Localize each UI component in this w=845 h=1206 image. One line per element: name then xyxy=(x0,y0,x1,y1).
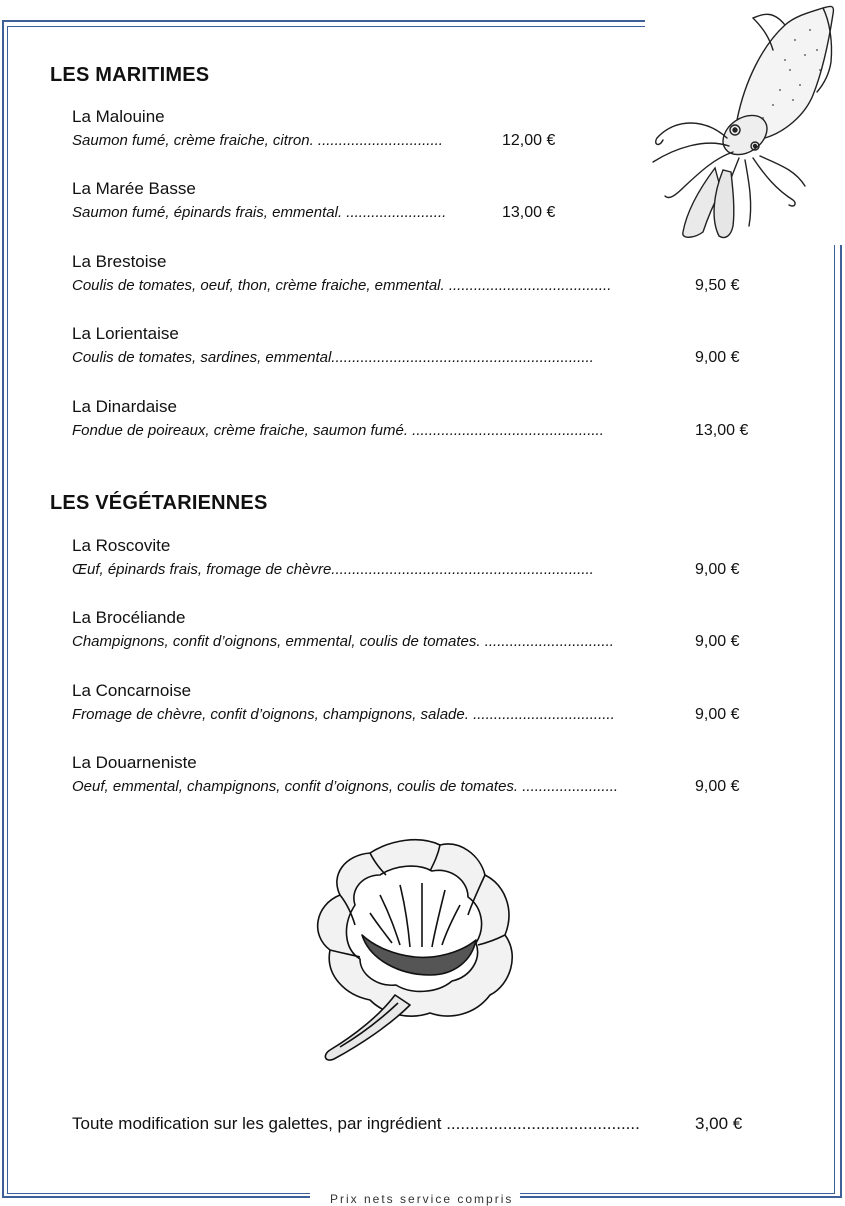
item-desc-lorientaise: Coulis de tomates, sardines, emmental............................................................... xyxy=(72,349,594,366)
item-name-concarnoise: La Concarnoise xyxy=(72,681,192,700)
item-desc-maree-basse: Saumon fumé, épinards frais, emmental. ........................ xyxy=(72,204,447,221)
item-name-broceliande: La Brocéliande xyxy=(72,608,186,627)
footer-modification-price: 3,00 € xyxy=(695,1114,743,1133)
item-desc-roscovite: Œuf, épinards frais, fromage de chèvre............................................................... xyxy=(72,561,594,578)
item-price-douarneniste: 9,00 € xyxy=(695,778,740,795)
item-price-brestoise: 9,50 € xyxy=(695,277,740,294)
item-price-malouine: 12,00 € xyxy=(502,132,556,149)
item-name-malouine: La Malouine xyxy=(72,107,165,126)
item-price-dinardaise: 13,00 € xyxy=(695,422,749,439)
item-price-roscovite: 9,00 € xyxy=(695,561,740,578)
item-name-brestoise: La Brestoise xyxy=(72,252,167,271)
item-price-broceliande: 9,00 € xyxy=(695,633,740,650)
squid-illustration xyxy=(645,0,845,245)
section-title-maritimes: LES MARITIMES xyxy=(50,64,210,86)
footer-modification-note: Toute modification sur les galettes, par ingrédient ......................................... xyxy=(72,1114,640,1133)
artichoke-illustration xyxy=(300,835,530,1070)
item-desc-douarneniste: Oeuf, emmental, champignons, confit d’oignons, coulis de tomates. ....................... xyxy=(72,778,619,795)
item-name-lorientaise: La Lorientaise xyxy=(72,324,179,343)
item-desc-malouine: Saumon fumé, crème fraiche, citron. .............................. xyxy=(72,132,443,149)
section-title-vegetariennes: LES VÉGÉTARIENNES xyxy=(50,492,268,514)
item-name-maree-basse: La Marée Basse xyxy=(72,179,196,198)
item-name-douarneniste: La Douarneniste xyxy=(72,753,197,772)
item-name-dinardaise: La Dinardaise xyxy=(72,397,177,416)
item-price-lorientaise: 9,00 € xyxy=(695,349,740,366)
item-name-roscovite: La Roscovite xyxy=(72,536,171,555)
item-desc-dinardaise: Fondue de poireaux, crème fraiche, saumon fumé. .............................................. xyxy=(72,422,604,439)
item-desc-concarnoise: Fromage de chèvre, confit d’oignons, champignons, salade. .................................. xyxy=(72,706,615,723)
item-price-maree-basse: 13,00 € xyxy=(502,204,556,221)
bottom-note: Prix nets service compris xyxy=(330,1192,514,1206)
item-desc-broceliande: Champignons, confit d’oignons, emmental, coulis de tomates. ............................... xyxy=(72,633,614,650)
item-desc-brestoise: Coulis de tomates, oeuf, thon, crème fraiche, emmental. ....................................... xyxy=(72,277,612,294)
item-price-concarnoise: 9,00 € xyxy=(695,706,740,723)
